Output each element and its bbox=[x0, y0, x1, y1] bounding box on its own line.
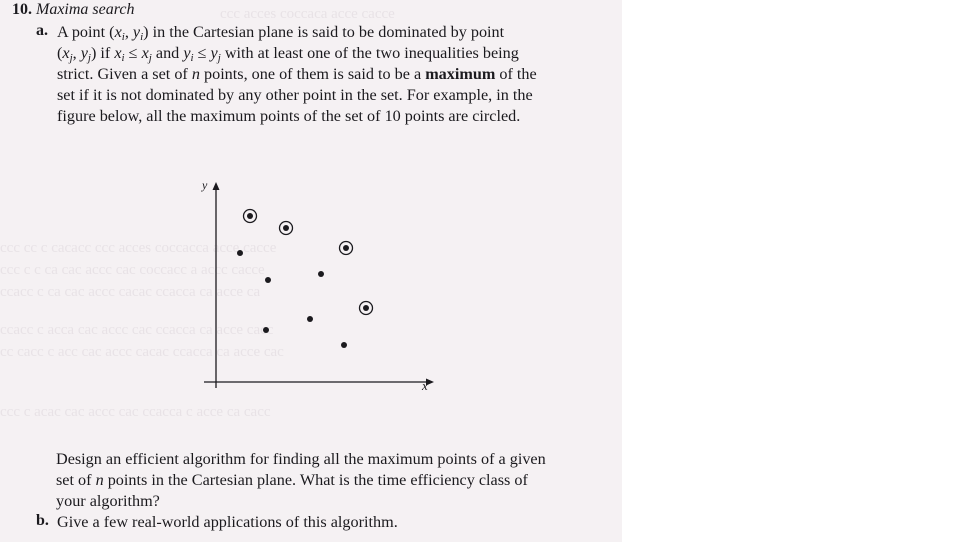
part-b-paragraph bbox=[57, 512, 587, 533]
design-line-3: your algorithm? bbox=[56, 492, 160, 510]
design-line-1: Design an efficient algorithm for finding all the maximum points of a given bbox=[56, 450, 546, 468]
y-axis-label: y bbox=[202, 178, 208, 192]
part-a-line-3: strict. Given a set of n points, one of them is said to be a maximum of the bbox=[57, 65, 537, 83]
point bbox=[237, 250, 243, 256]
part-a-line-2: ($x_j$, $y_j$) if $x_i \le x_j$ and $y_i \le y_j$ with at least one of the two inequalities being bbox=[57, 44, 519, 64]
design-line-2: set of n points in the Cartesian plane. What is the time efficiency class of bbox=[56, 471, 528, 489]
bleed-through-text: ccc c c ca cac accc cac coccacc a accc cacce bbox=[0, 262, 265, 278]
bleed-through-text: ccc acces coccaca acce cacce bbox=[220, 6, 395, 22]
part-a-line-5: figure below, all the maximum points of the set of 10 points are circled. bbox=[57, 107, 521, 125]
problem-number: 10. bbox=[12, 1, 32, 18]
point bbox=[341, 342, 347, 348]
part-a-line-4: set if it is not dominated by any other point in the set. For example, in the bbox=[57, 86, 533, 104]
bleed-through-text: ccc c acac cac accc cac ccacca c acce ca cacc bbox=[0, 404, 271, 420]
bleed-through-text: ccacc c ca cac accc cacac ccacca ca acce ca bbox=[0, 284, 261, 300]
bleed-through-text: cc cacc c acc cac accc cacac ccacca ca acce cac bbox=[0, 344, 284, 360]
point bbox=[263, 327, 269, 333]
problem-heading bbox=[12, 1, 135, 19]
part-b-text: Give a few real-world applications of this algorithm. bbox=[57, 513, 398, 531]
maximum-point bbox=[340, 242, 353, 255]
part-a-paragraph bbox=[57, 22, 579, 127]
bleed-through-text: ccc cc c cacacc ccc acces coccacca acce cacce bbox=[0, 240, 277, 256]
maxima-scatter-figure bbox=[180, 178, 450, 398]
maximum-point bbox=[360, 302, 373, 315]
x-axis-label: x bbox=[422, 378, 428, 393]
bleed-through-text: ccacc c acca cac accc cac ccacca ca acce cacc bbox=[0, 322, 274, 338]
maximum-point bbox=[280, 222, 293, 235]
point bbox=[307, 316, 313, 322]
problem-title: Maxima search bbox=[36, 1, 135, 18]
maximum-point bbox=[244, 210, 257, 223]
y-axis-arrow-icon bbox=[213, 182, 220, 190]
part-a-design-paragraph bbox=[56, 449, 586, 512]
point bbox=[265, 277, 271, 283]
part-a-line-1: A point ($x_i$, $y_i$) in the Cartesian plane is said to be dominated by point bbox=[57, 23, 505, 43]
part-b-label: b. bbox=[36, 512, 49, 529]
part-a-label: a. bbox=[36, 22, 48, 39]
point bbox=[318, 271, 324, 277]
